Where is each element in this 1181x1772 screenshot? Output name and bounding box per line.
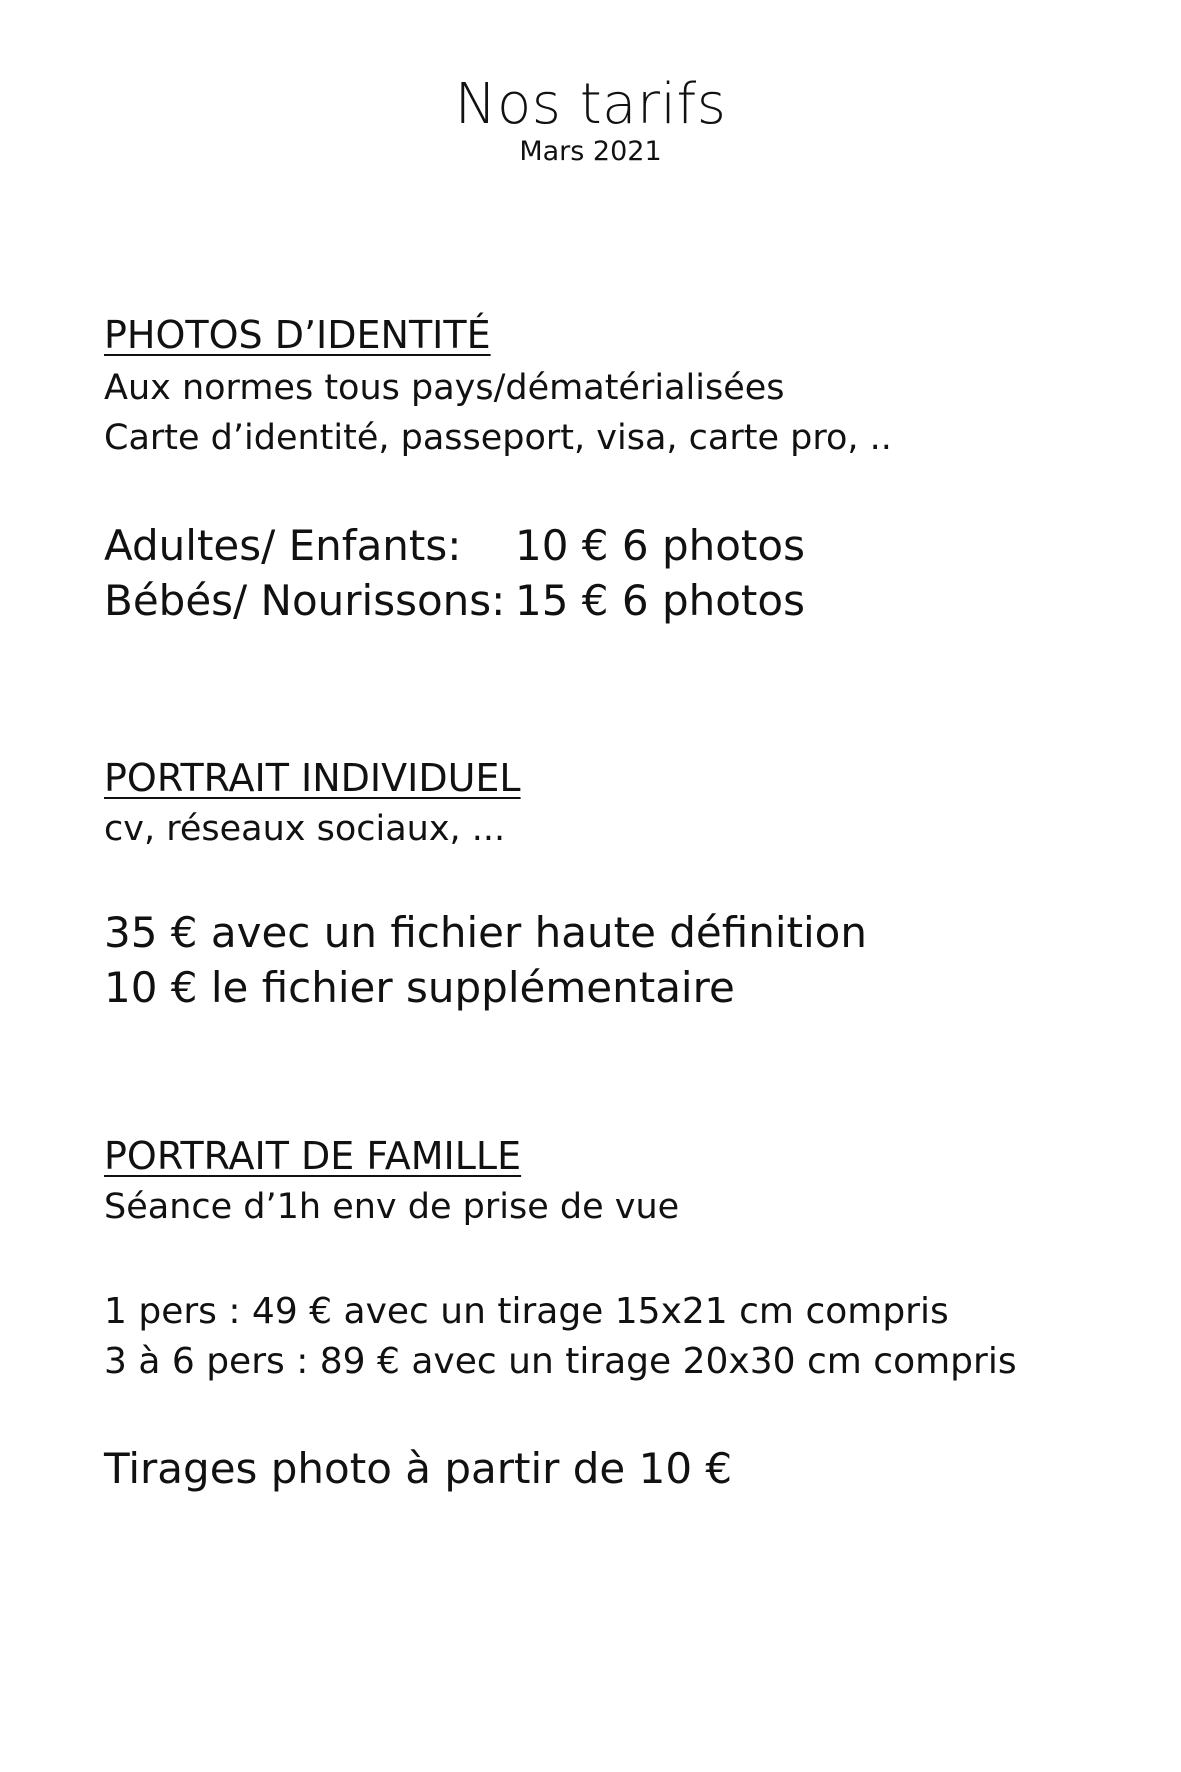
page-date: Mars 2021 — [519, 136, 662, 167]
section-description-line: Carte d’identité, passeport, visa, carte pro, .. — [104, 418, 892, 458]
page-header — [0, 70, 1181, 168]
price-row-adults — [104, 520, 805, 572]
price-value: 15 € 6 photos — [515, 576, 805, 625]
price-row: 1 pers : 49 € avec un tirage 15x21 cm compris — [104, 1291, 949, 1332]
section-heading-individual: PORTRAIT INDIVIDUEL — [104, 756, 521, 800]
section-heading-family: PORTRAIT DE FAMILLE — [104, 1134, 522, 1178]
section-description-line: Séance d’1h env de prise de vue — [104, 1187, 680, 1227]
page-title: Nos tarifs — [454, 72, 727, 137]
price-value: 10 € 6 photos — [515, 521, 805, 570]
section-description-line: cv, réseaux sociaux, ... — [104, 809, 506, 849]
price-row: 3 à 6 pers : 89 € avec un tirage 20x30 cm compris — [104, 1341, 1017, 1382]
price-row-babies — [104, 575, 805, 627]
price-label: Adultes/ Enfants: — [104, 521, 462, 570]
section-description-line: Aux normes tous pays/dématérialisées — [104, 368, 785, 408]
price-label: Bébés/ Nourissons: — [104, 576, 506, 625]
price-row: 35 € avec un fichier haute définition — [104, 908, 867, 957]
section-heading-identity: PHOTOS D’IDENTITÉ — [104, 313, 491, 357]
prints-note: Tirages photo à partir de 10 € — [104, 1444, 733, 1493]
price-row: 10 € le fichier supplémentaire — [104, 963, 735, 1012]
